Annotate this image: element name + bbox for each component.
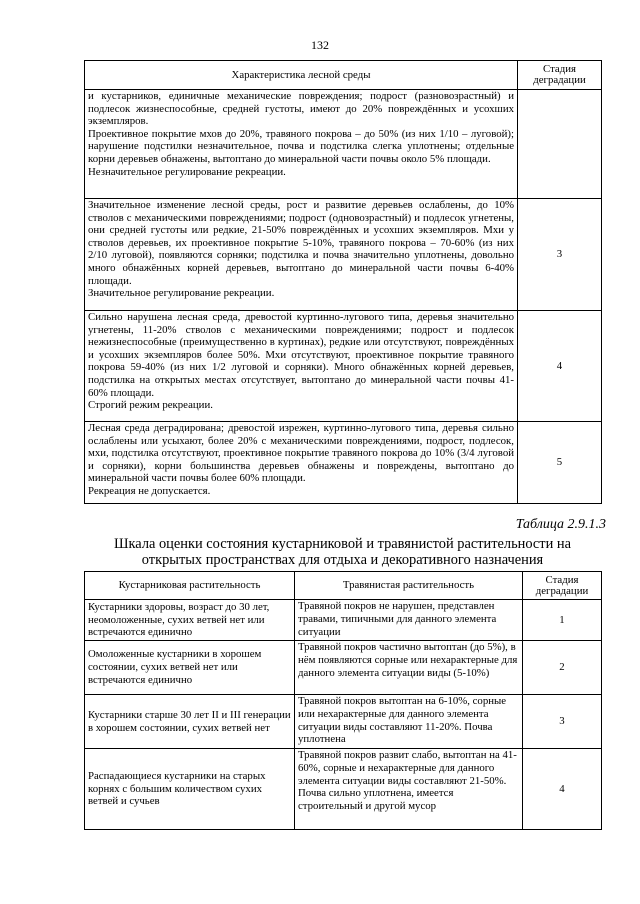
table-header-row bbox=[85, 572, 602, 600]
stage-cell: 3 bbox=[523, 695, 602, 749]
description-paragraph: Лесная среда деградирована; древостой изрежен, куртинно-лугового типа, деревья сильно ослаблены или усыхают, более 20% с механическими повреждениями, подрост, подлесок, мхи, подстилка отсутствуют, проективное покрытие травяного покрова до 10% (3/4 луговой и сорняки), корни большинства деревьев обнажены и повреждены, вытоптано до минеральной части почвы более 60% площади. bbox=[88, 422, 514, 485]
table-title: Шкала оценки состояния кустарниковой и травянистой растительности на открытых пространствах для отдыха и декоративного назначения bbox=[114, 536, 571, 568]
description-paragraph: и кустарников, единичные механические повреждения; подрост (разновозрастный) и подлесок жизнеспособные, средней густоты, имеют до 20% повреждённых и усохших экземпляров. bbox=[88, 90, 514, 128]
grass-paragraph: Почва сильно уплотнена, имеется строительный и другой мусор bbox=[298, 787, 454, 813]
shrub-cell: Кустарники здоровы, возраст до 30 лет, неомоложенные, сухих ветвей нет или встречаются единично bbox=[85, 600, 295, 641]
header-degradation-stage: Стадия деградации bbox=[523, 572, 602, 600]
description-paragraph: Значительное изменение лесной среды, рост и развитие деревьев ослаблены, до 10% стволов с механическими повреждениями; подрост (одновозрастный) и подлесок угнетены, они средней густоты или редкие, 21-50% повреждённых и усохших экземпляров. Мхи у стволов деревьев, их проективное покрытие 5-10%, травяного покрова – 70-60% (из них 2/10 луговой), появляются сорняки; подстилка и почва значительно уплотнены, довольно много обнажённых корней деревьев, вытоптано до минеральной части почвы 6-40% площади. bbox=[88, 199, 514, 287]
grass-cell bbox=[295, 695, 523, 749]
table-row bbox=[85, 749, 602, 830]
forest-description-cell bbox=[85, 311, 518, 422]
grass-paragraph: Травяной покров вытоптан на 6-10%, сорные или нехарактерные для данного элемента ситуации виды составляют 11-20%. Почва уплотнена bbox=[298, 695, 507, 746]
stage-cell: 5 bbox=[518, 422, 602, 504]
table-row bbox=[85, 641, 602, 695]
forest-degradation-table bbox=[84, 60, 602, 504]
grass-cell bbox=[295, 641, 523, 695]
description-paragraph: Сильно нарушена лесная среда, древостой куртинно-лугового типа, деревья значительно угнетены, 11-20% стволов с механическими повреждениями; подрост и подлесок нежизнеспособные (преимущественно в куртинах), редкие или отсутствуют, повреждённых и усохших экземпляров более 50%. Мхи отсутствуют, проективное покрытие травяного покрова 59-40% (из них 1/2 луговой и сорняки). Много обнажённых корней деревьев, подстилка на открытых местах отсутствует, вытоптано до минеральной части почвы 41-60% площади. bbox=[88, 311, 514, 399]
table-row bbox=[85, 311, 602, 422]
table-caption: Таблица 2.9.1.3 bbox=[515, 517, 606, 532]
forest-description-cell bbox=[85, 199, 518, 311]
description-paragraph: Рекреация не допускается. bbox=[88, 484, 211, 497]
forest-description-cell bbox=[85, 422, 518, 504]
grass-paragraph: Травяной покров развит слабо, вытоптан на 41-60%, сорные и нехарактерные для данного элемента ситуации виды составляют 21-50%. bbox=[298, 749, 517, 787]
forest-description-cell bbox=[85, 90, 518, 199]
shrub-cell: Омоложенные кустарники в хорошем состоянии, сухих ветвей нет или встречаются единично bbox=[85, 641, 295, 695]
header-grass-vegetation: Травянистая растительность bbox=[295, 572, 523, 600]
description-paragraph: Проективное покрытие мхов до 20%, травяного покрова – до 50% (из них 1/10 – луговой); нарушение подстилки незначительное, почва и подстилка слегка уплотнены; отдельные корни деревьев обнажены, вытоптано до минеральной части почвы около 5% площади. bbox=[88, 127, 514, 165]
table-row bbox=[85, 600, 602, 641]
description-paragraph: Строгий режим рекреации. bbox=[88, 399, 213, 412]
header-degradation-stage: Стадия деградации bbox=[518, 61, 602, 90]
table-row bbox=[85, 422, 602, 504]
grass-paragraph: Травяной покров не нарушен, представлен травами, типичными для данного элемента ситуации bbox=[298, 600, 497, 638]
description-paragraph: Незначительное регулирование рекреации. bbox=[88, 165, 286, 178]
shrub-cell: Распадающиеся кустарники на старых корнях с большим количеством сухих ветвей и сучьев bbox=[85, 749, 295, 830]
grass-cell bbox=[295, 749, 523, 830]
stage-cell: 2 bbox=[523, 641, 602, 695]
header-shrub-vegetation: Кустарниковая растительность bbox=[85, 572, 295, 600]
shrub-grass-scale-table bbox=[84, 571, 602, 830]
description-paragraph: Значительное регулирование рекреации. bbox=[88, 287, 275, 300]
stage-cell: 1 bbox=[523, 600, 602, 641]
table-row bbox=[85, 695, 602, 749]
table-row bbox=[85, 90, 602, 199]
grass-paragraph: Травяной покров частично вытоптан (до 5%), в нём появляются сорные или нехарактерные для данного элемента ситуации виды (5-10%) bbox=[298, 641, 518, 679]
table-header-row bbox=[85, 61, 602, 90]
shrub-cell: Кустарники старше 30 лет II и III генерации в хорошем состоянии, сухих ветвей нет bbox=[85, 695, 295, 749]
stage-cell: 4 bbox=[518, 311, 602, 422]
header-forest-characteristic: Характеристика лесной среды bbox=[85, 61, 518, 90]
page-number: 132 bbox=[311, 38, 329, 52]
grass-cell bbox=[295, 600, 523, 641]
stage-cell: 3 bbox=[518, 199, 602, 311]
table-row bbox=[85, 199, 602, 311]
stage-cell: 4 bbox=[523, 749, 602, 830]
stage-cell bbox=[518, 90, 602, 199]
